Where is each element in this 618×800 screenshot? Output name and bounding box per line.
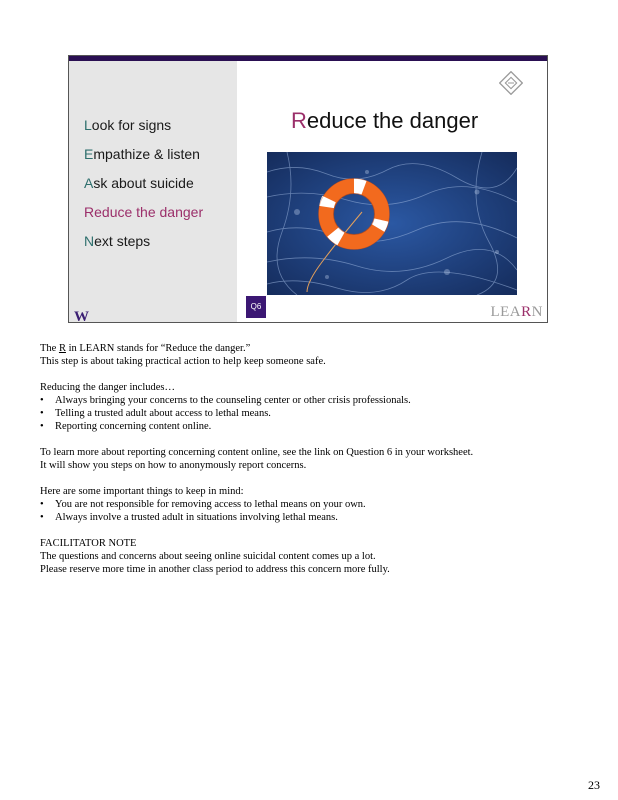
- list-item: • You are not responsible for removing access to lethal means on your own.: [40, 498, 580, 511]
- notes-reducing: Reducing the danger includes…: [40, 382, 176, 393]
- list-item: • Telling a trusted adult about access to lethal means.: [40, 407, 580, 420]
- notes-learn-more: To learn more about reporting concerning content online, see the link on Question 6 in your worksheet. It will show you steps on how to anonymously report concerns.: [40, 447, 474, 471]
- learn-wordmark: LEARN: [490, 304, 543, 320]
- question-badge: Q6: [246, 296, 266, 318]
- learn-step-look: Look for signs: [84, 117, 172, 133]
- learn-step-next: Next steps: [84, 233, 151, 249]
- uw-logo: W: [74, 309, 88, 323]
- list-item: • Always involve a trusted adult in situations involving lethal means.: [40, 511, 580, 524]
- speaker-notes: [40, 342, 580, 589]
- learn-step-ask: Ask about suicide: [84, 175, 194, 191]
- learn-step-reduce: Reduce the danger: [84, 204, 204, 220]
- learn-steps-list: [84, 111, 203, 256]
- facilitator-note: FACILITATOR NOTE The questions and concerns about seeing online suicidal content comes up a lot. Please reserve more time in another class period to address this concern more fully.: [40, 538, 390, 575]
- page-number: 23: [588, 778, 600, 792]
- notes-intro: The R in LEARN stands for “Reduce the danger.” This step is about taking practical action to help keep someone safe.: [40, 343, 326, 367]
- diamond-logo-icon: [499, 71, 523, 95]
- notes-keep-in-mind: Here are some important things to keep in mind:: [40, 486, 244, 497]
- list-item: • Always bringing your concerns to the counseling center or other crisis professionals.: [40, 394, 580, 407]
- slide-left-panel: [69, 61, 237, 323]
- slide-thumbnail: [68, 55, 548, 323]
- reducing-list: [40, 394, 580, 433]
- slide-title: Reduce the danger: [291, 108, 479, 133]
- keep-in-mind-list: [40, 498, 580, 524]
- learn-step-empathize: Empathize & listen: [84, 146, 200, 162]
- life-ring-in-water-photo: [267, 152, 517, 295]
- list-item: • Reporting concerning content online.: [40, 420, 580, 433]
